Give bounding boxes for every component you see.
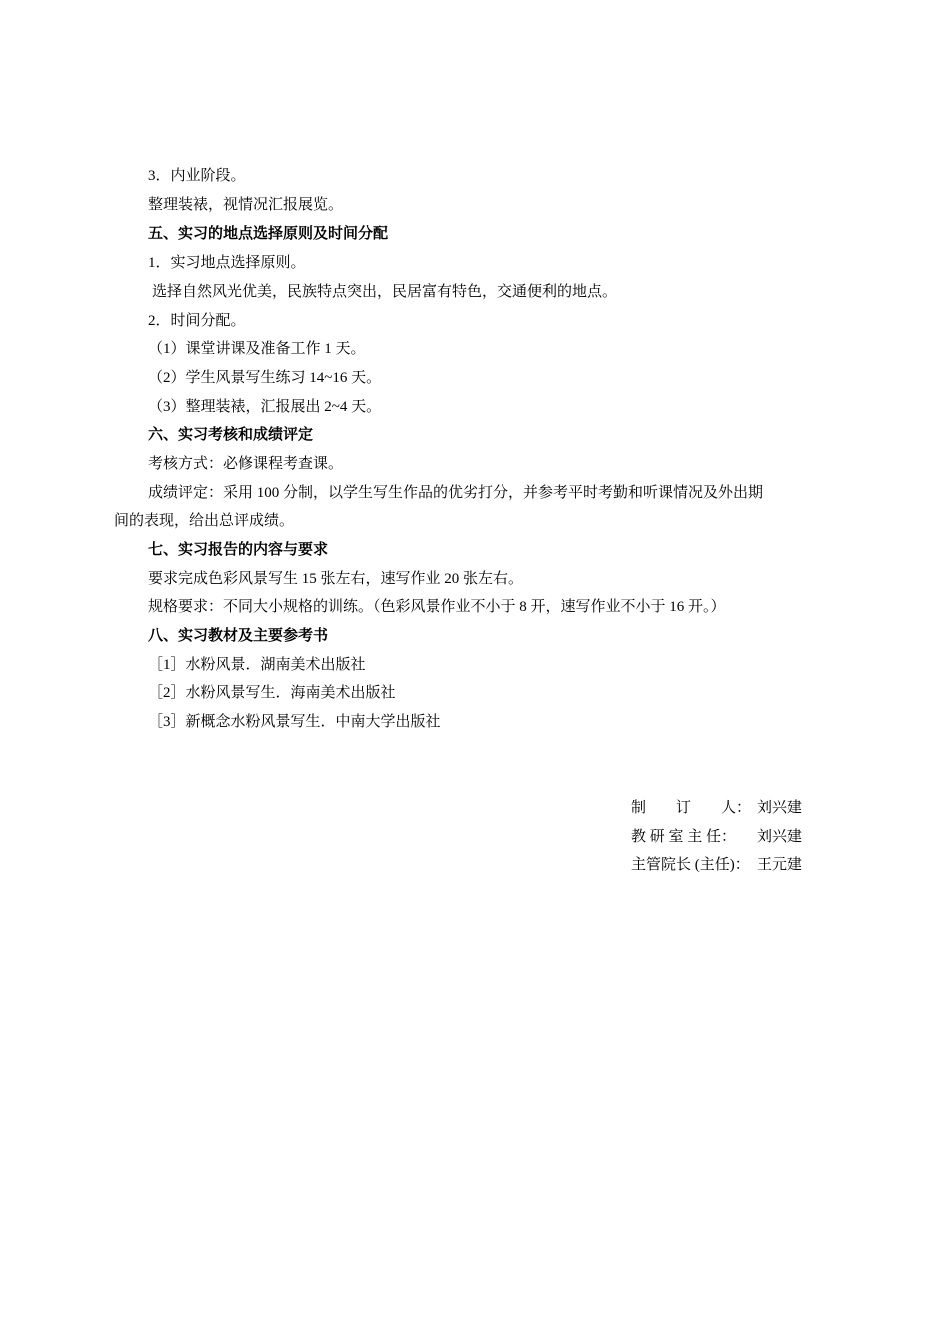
subsection-heading-indoor-stage: 3．内业阶段。 [148,168,246,184]
signature-name: 王元建 [757,857,803,873]
section-heading-6: 六、实习考核和成绩评定 [148,427,314,443]
signature-label: 主管院长 (主任)： [631,857,750,873]
paragraph-grading-line-1: 成绩评定：采用 100 分制，以学生写生作品的优劣打分，并参考平时考勤和听课情况及外出期 [148,485,764,501]
signature-row-dean [631,855,802,875]
paragraph-assessment-method: 考核方式：必修课程考查课。 [148,456,344,472]
list-item-time-1: （1）课堂讲课及准备工作 1 天。 [148,341,366,357]
section-heading-8: 八、实习教材及主要参考书 [148,628,329,644]
signature-name: 刘兴建 [757,829,803,845]
signature-label: 教 研 室 主 任： [631,829,737,845]
reference-item-2: ［2］水粉风景写生．海南美术出版社 [148,685,396,701]
paragraph-mounting: 整理装裱，视情况汇报展览。 [148,197,344,213]
paragraph-specification: 规格要求：不同大小规格的训练。（色彩风景作业不小于 8 开，速写作业不小于 16 开。） [148,599,726,615]
list-item-time-3: （3）整理装裱，汇报展出 2~4 天。 [148,399,382,415]
section-heading-7: 七、实习报告的内容与要求 [148,542,329,558]
signature-row-office-director [631,827,802,847]
signature-row-author [631,798,802,818]
subsection-heading-location-principle: 1．实习地点选择原则。 [148,255,306,271]
paragraph-requirement: 要求完成色彩风景写生 15 张左右，速写作业 20 张左右。 [148,571,524,587]
paragraph-location: 选择自然风光优美，民族特点突出，民居富有特色，交通便利的地点。 [152,284,618,300]
signature-label: 制 订 人： [631,800,752,816]
subsection-heading-time: 2．时间分配。 [148,313,246,329]
signature-name: 刘兴建 [757,800,803,816]
reference-item-3: ［3］新概念水粉风景写生．中南大学出版社 [148,714,441,730]
list-item-time-2: （2）学生风景写生练习 14~16 天。 [148,370,382,386]
paragraph-grading-line-2: 间的表现，给出总评成绩。 [114,513,295,529]
reference-item-1: ［1］水粉风景．湖南美术出版社 [148,657,366,673]
section-heading-5: 五、实习的地点选择原则及时间分配 [148,226,389,242]
